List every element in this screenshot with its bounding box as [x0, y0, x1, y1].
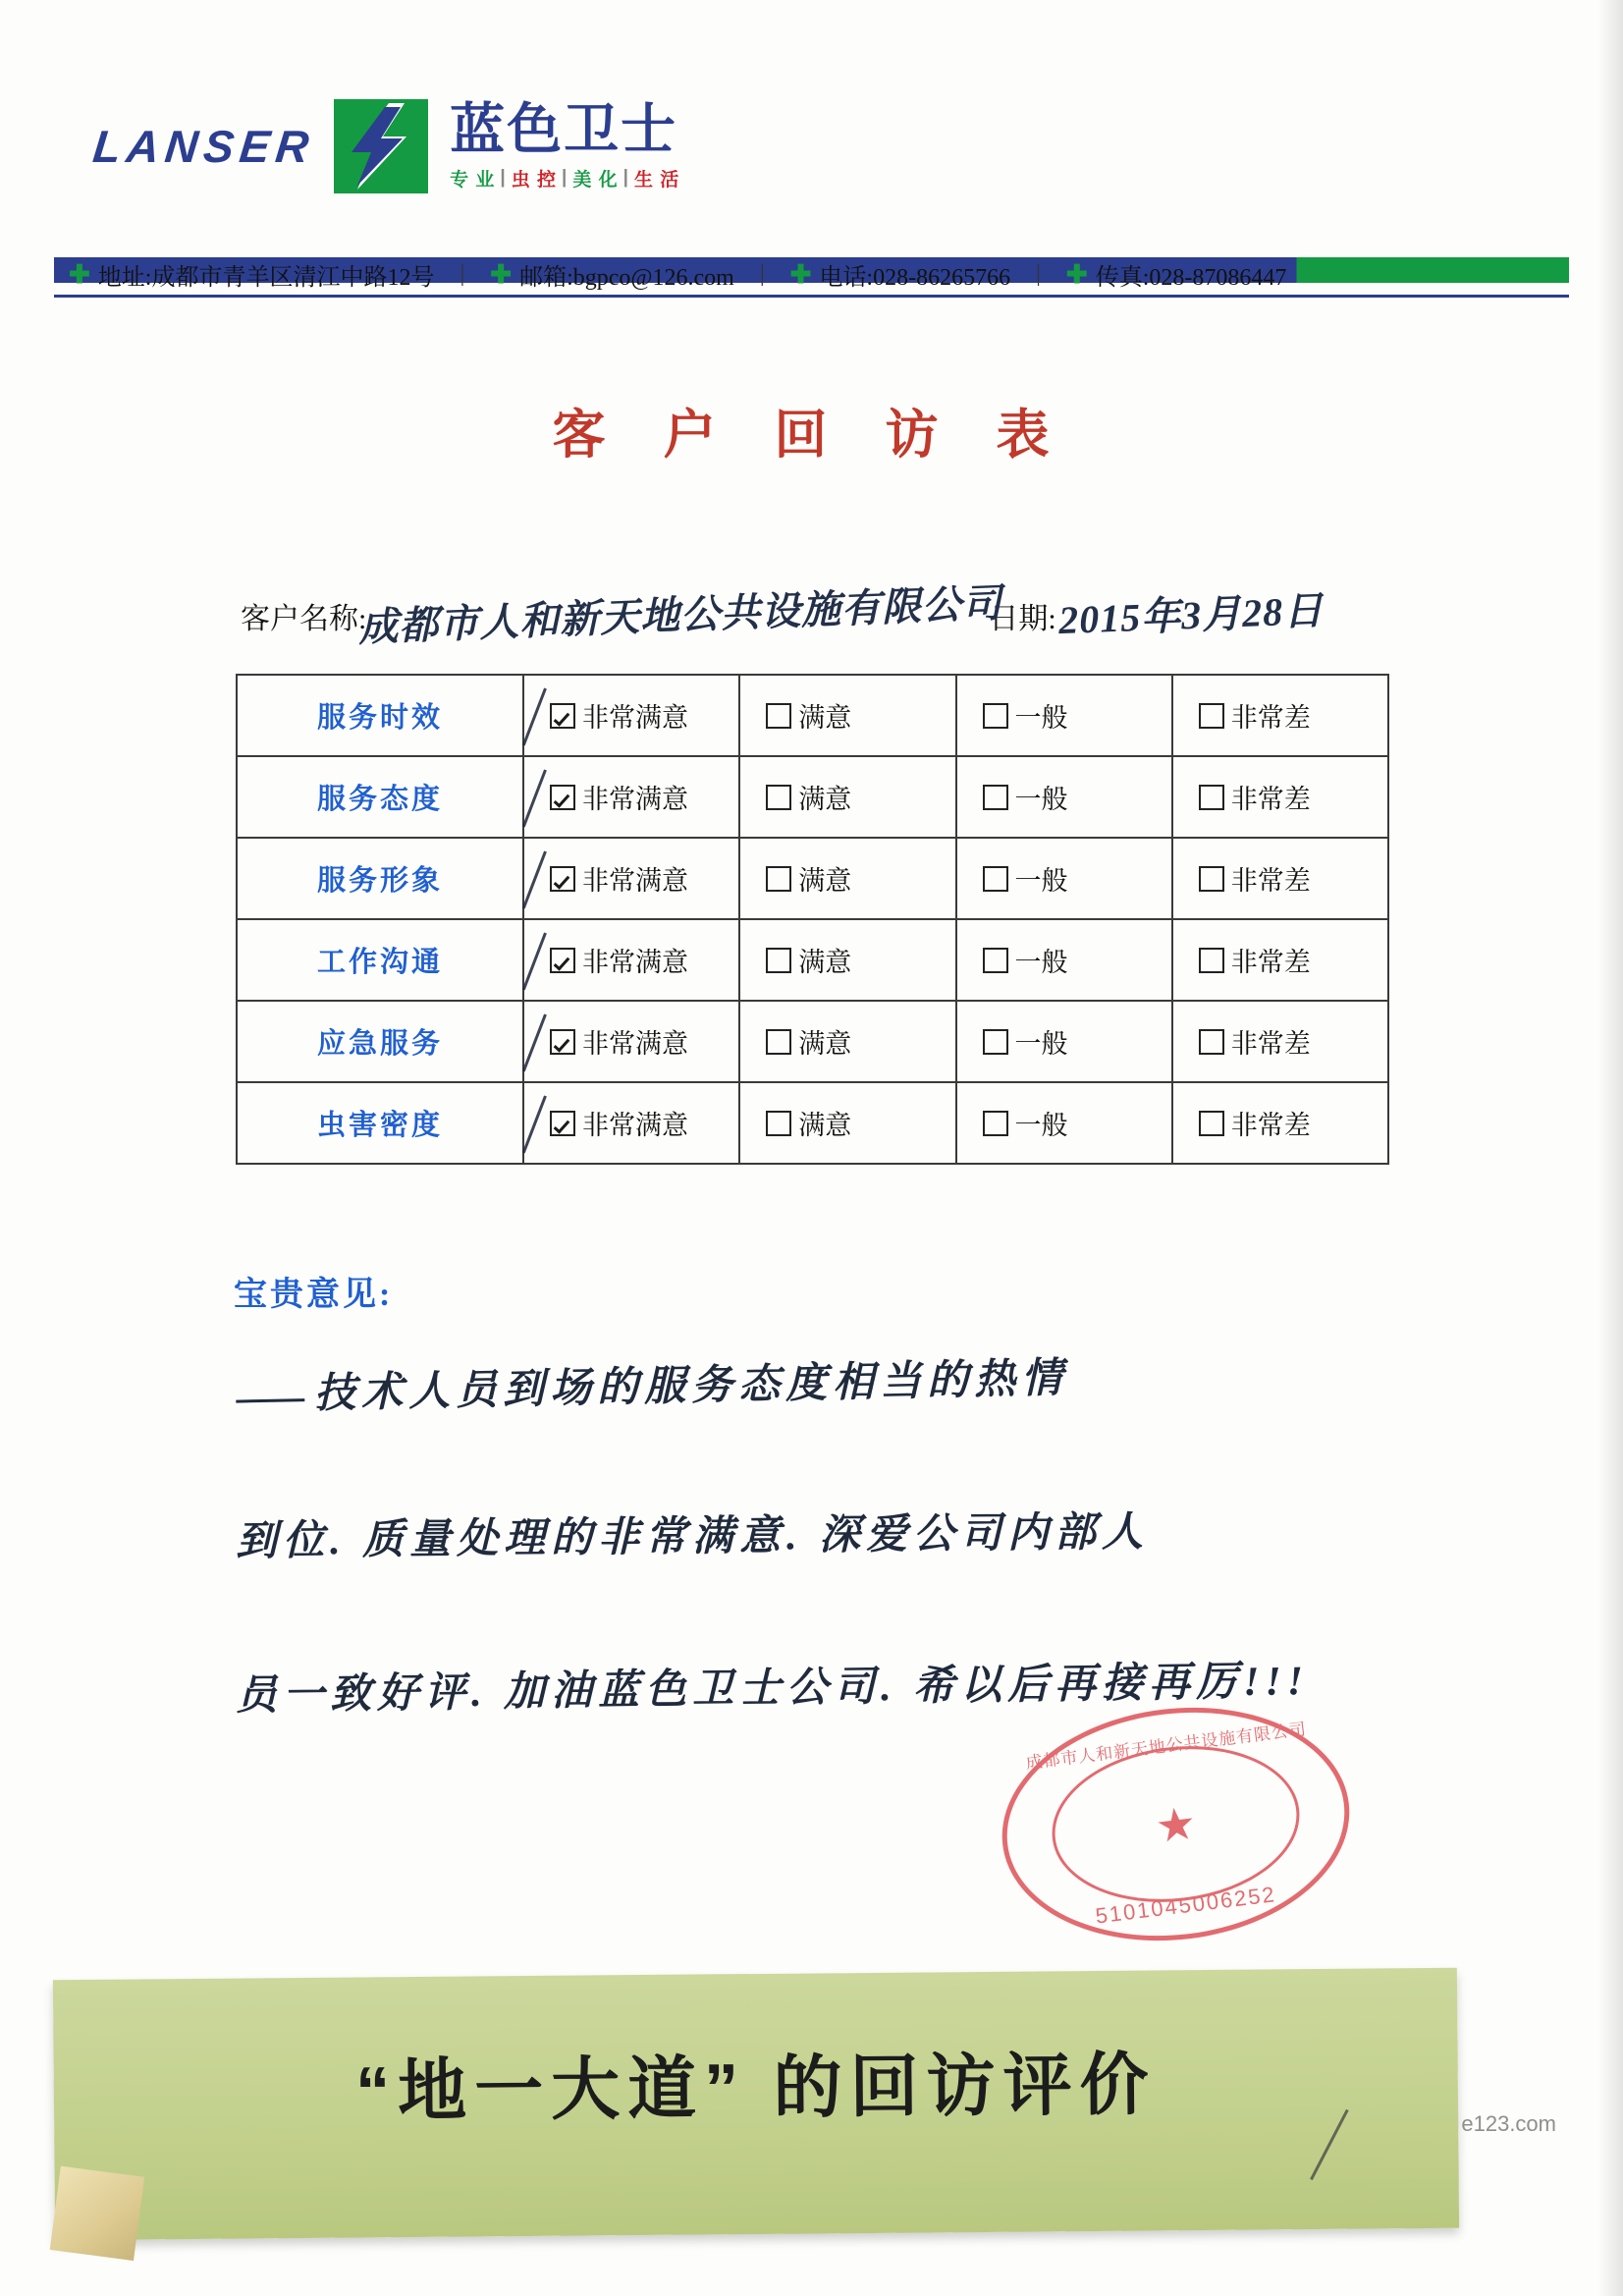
company-seal-stamp — [989, 1688, 1363, 1960]
rating-cell-satisfied[interactable] — [739, 675, 955, 756]
comments-line-1-text: 技术人员到场的服务态度相当的热情 — [313, 1355, 1069, 1417]
checkbox-very-satisfied[interactable] — [550, 703, 575, 729]
checkbox-satisfied[interactable] — [766, 1111, 791, 1136]
rating-cell-average[interactable] — [956, 1082, 1172, 1164]
customer-info-line — [241, 580, 1505, 650]
checkbox-satisfied[interactable] — [766, 785, 791, 810]
contact-fax — [1066, 257, 1286, 292]
table-row — [237, 919, 1388, 1001]
contact-divider-2: | — [759, 261, 765, 287]
handwritten-mark — [522, 1095, 547, 1153]
rating-cell-satisfied[interactable] — [739, 838, 955, 919]
rating-cell-very-poor[interactable] — [1172, 1001, 1388, 1082]
option-label: 非常满意 — [582, 948, 688, 977]
slogan-divider-3: | — [622, 167, 629, 188]
option-label: 一般 — [1014, 1111, 1068, 1140]
handwritten-mark — [522, 687, 547, 745]
contact-email-label: 邮箱:bgpco@126.com — [519, 265, 734, 291]
rating-cell-satisfied[interactable] — [739, 1082, 955, 1164]
ratings-table — [236, 674, 1389, 1165]
contact-address — [69, 257, 434, 292]
slogan-part-3: 美 化 — [572, 169, 619, 191]
option-label: 一般 — [1014, 866, 1068, 896]
rating-cell-satisfied[interactable] — [739, 1001, 955, 1082]
option-label: 非常差 — [1230, 948, 1311, 977]
page-title: 客 户 回 访 表 — [552, 406, 1071, 465]
rating-cell-average[interactable] — [956, 675, 1172, 756]
table-row — [237, 1001, 1388, 1082]
checkbox-very-poor[interactable] — [1199, 866, 1224, 892]
comments-section-label: 宝贵意见: — [234, 1277, 394, 1313]
seal-company-text: 成都市人和新天地公共设施有限公司 — [1024, 1720, 1308, 1774]
rating-cell-very-satisfied[interactable] — [523, 919, 739, 1001]
checkbox-satisfied[interactable] — [766, 948, 791, 973]
table-row — [237, 756, 1388, 838]
checkbox-average[interactable] — [983, 703, 1008, 729]
comment-leading-rule — [236, 1398, 304, 1402]
option-label: 满意 — [798, 785, 852, 814]
logo-latin-text: LANSER — [90, 121, 317, 172]
star-icon: ★ — [1152, 1797, 1200, 1852]
plus-icon: ✚ — [69, 259, 90, 289]
option-label: 一般 — [1014, 948, 1068, 977]
checkbox-average[interactable] — [983, 785, 1008, 810]
row-category: 服务形象 — [237, 838, 523, 919]
banner-title: “地一大道” 的回访评价 — [354, 2046, 1157, 2130]
rating-cell-satisfied[interactable] — [739, 756, 955, 838]
checkbox-average[interactable] — [983, 866, 1008, 892]
handwritten-mark — [522, 932, 547, 990]
table-row — [237, 1082, 1388, 1164]
option-label: 非常满意 — [582, 785, 688, 814]
date-label: 日期: — [989, 603, 1056, 635]
option-label: 非常差 — [1230, 703, 1311, 733]
option-label: 非常差 — [1230, 785, 1311, 814]
rating-cell-average[interactable] — [956, 838, 1172, 919]
option-label: 一般 — [1014, 703, 1068, 733]
rating-cell-very-satisfied[interactable] — [523, 1001, 739, 1082]
contact-phone — [790, 257, 1010, 292]
option-label: 非常差 — [1230, 866, 1311, 896]
option-label: 非常差 — [1230, 1111, 1311, 1140]
date-value: 2015年3月28日 — [1057, 587, 1325, 643]
option-label: 一般 — [1014, 785, 1068, 814]
rating-cell-average[interactable] — [956, 919, 1172, 1001]
company-logo — [90, 93, 680, 199]
checkbox-very-poor[interactable] — [1199, 948, 1224, 973]
option-label: 满意 — [798, 703, 852, 733]
comments-line-2 — [236, 1497, 1415, 1568]
bottom-banner — [53, 1968, 1459, 2240]
logo-chinese-block — [450, 97, 680, 191]
checkbox-very-poor[interactable] — [1199, 1111, 1224, 1136]
checkbox-very-poor[interactable] — [1199, 1029, 1224, 1055]
seal-number: 5101045006252 — [1094, 1882, 1277, 1929]
comments-line-3-text: 员一致好评. 加油蓝色卫士公司. 希以后再接再厉!!! — [235, 1659, 1310, 1720]
letterhead — [0, 39, 1623, 226]
rating-cell-very-satisfied[interactable] — [523, 838, 739, 919]
checkbox-very-satisfied[interactable] — [550, 785, 575, 810]
rating-cell-very-poor[interactable] — [1172, 919, 1388, 1001]
slogan-divider-2: | — [562, 167, 568, 188]
row-category: 虫害密度 — [237, 1082, 523, 1164]
contact-info-row — [69, 257, 1564, 292]
rating-cell-very-satisfied[interactable] — [523, 675, 739, 756]
rating-cell-very-poor[interactable] — [1172, 838, 1388, 919]
checkbox-very-satisfied[interactable] — [550, 1111, 575, 1136]
slogan-part-1: 专 业 — [450, 169, 496, 191]
header-bottom-rule — [54, 295, 1569, 298]
rating-cell-average[interactable] — [956, 1001, 1172, 1082]
watermark-text: e123.com — [1461, 2111, 1556, 2136]
checkbox-very-satisfied[interactable] — [550, 1029, 575, 1055]
comments-line-2-text: 到位. 质量处理的非常满意. 深爱公司内部人 — [235, 1509, 1150, 1565]
checkbox-satisfied[interactable] — [766, 703, 791, 729]
rating-cell-satisfied[interactable] — [739, 919, 955, 1001]
banner-fold-corner — [50, 2166, 144, 2261]
comments-line-1 — [236, 1338, 1415, 1421]
handwritten-mark — [522, 850, 547, 908]
option-label: 非常差 — [1230, 1029, 1311, 1059]
checkbox-average[interactable] — [983, 1029, 1008, 1055]
checkbox-satisfied[interactable] — [766, 1029, 791, 1055]
logo-slogan — [450, 165, 679, 191]
row-category: 工作沟通 — [237, 919, 523, 1001]
contact-phone-label: 电话:028-86265766 — [819, 265, 1011, 291]
option-label: 非常满意 — [582, 703, 688, 733]
rating-cell-very-poor[interactable] — [1172, 675, 1388, 756]
checkbox-average[interactable] — [983, 1111, 1008, 1136]
checkbox-average[interactable] — [983, 948, 1008, 973]
plus-icon: ✚ — [1065, 259, 1088, 289]
slogan-divider-1: | — [500, 167, 507, 188]
page-edge-shadow — [1597, 0, 1623, 2296]
contact-address-label: 地址:成都市青羊区清江中路12号 — [97, 265, 435, 291]
option-label: 非常满意 — [582, 1111, 688, 1140]
checkbox-very-poor[interactable] — [1199, 785, 1224, 810]
table-row — [237, 838, 1388, 919]
lightning-logo-icon — [328, 93, 434, 199]
option-label: 满意 — [798, 1111, 852, 1140]
customer-name-value: 成都市人和新天地公共设施有限公司 — [357, 580, 1004, 650]
contact-email — [490, 257, 734, 292]
option-label: 一般 — [1014, 1029, 1068, 1059]
table-row — [237, 675, 1388, 756]
contact-fax-label: 传真:028-87086447 — [1095, 265, 1287, 291]
customer-name-label: 客户名称: — [241, 603, 367, 635]
slogan-part-2: 虫 控 — [511, 169, 558, 191]
contact-divider-3: | — [1036, 261, 1041, 287]
handwritten-mark — [522, 769, 547, 827]
checkbox-very-satisfied[interactable] — [550, 948, 575, 973]
contact-divider-1: | — [460, 261, 465, 287]
row-category: 服务时效 — [237, 675, 523, 756]
option-label: 满意 — [798, 948, 852, 977]
checkbox-very-satisfied[interactable] — [550, 866, 575, 892]
row-category: 服务态度 — [237, 756, 523, 838]
rating-cell-average[interactable] — [956, 756, 1172, 838]
rating-cell-very-poor[interactable] — [1172, 1082, 1388, 1164]
rating-cell-very-satisfied[interactable] — [523, 756, 739, 838]
rating-cell-very-poor[interactable] — [1172, 756, 1388, 838]
option-label: 满意 — [798, 1029, 852, 1059]
slogan-part-4: 生 活 — [633, 169, 680, 191]
row-category: 应急服务 — [237, 1001, 523, 1082]
option-label: 非常满意 — [582, 866, 688, 896]
checkbox-satisfied[interactable] — [766, 866, 791, 892]
plus-icon: ✚ — [789, 259, 812, 289]
plus-icon: ✚ — [490, 259, 513, 289]
logo-chinese-text: 蓝色卫士 — [450, 97, 678, 160]
checkbox-very-poor[interactable] — [1199, 703, 1224, 729]
rating-cell-very-satisfied[interactable] — [523, 1082, 739, 1164]
option-label: 满意 — [798, 866, 852, 896]
handwritten-mark — [522, 1013, 547, 1071]
option-label: 非常满意 — [582, 1029, 688, 1059]
